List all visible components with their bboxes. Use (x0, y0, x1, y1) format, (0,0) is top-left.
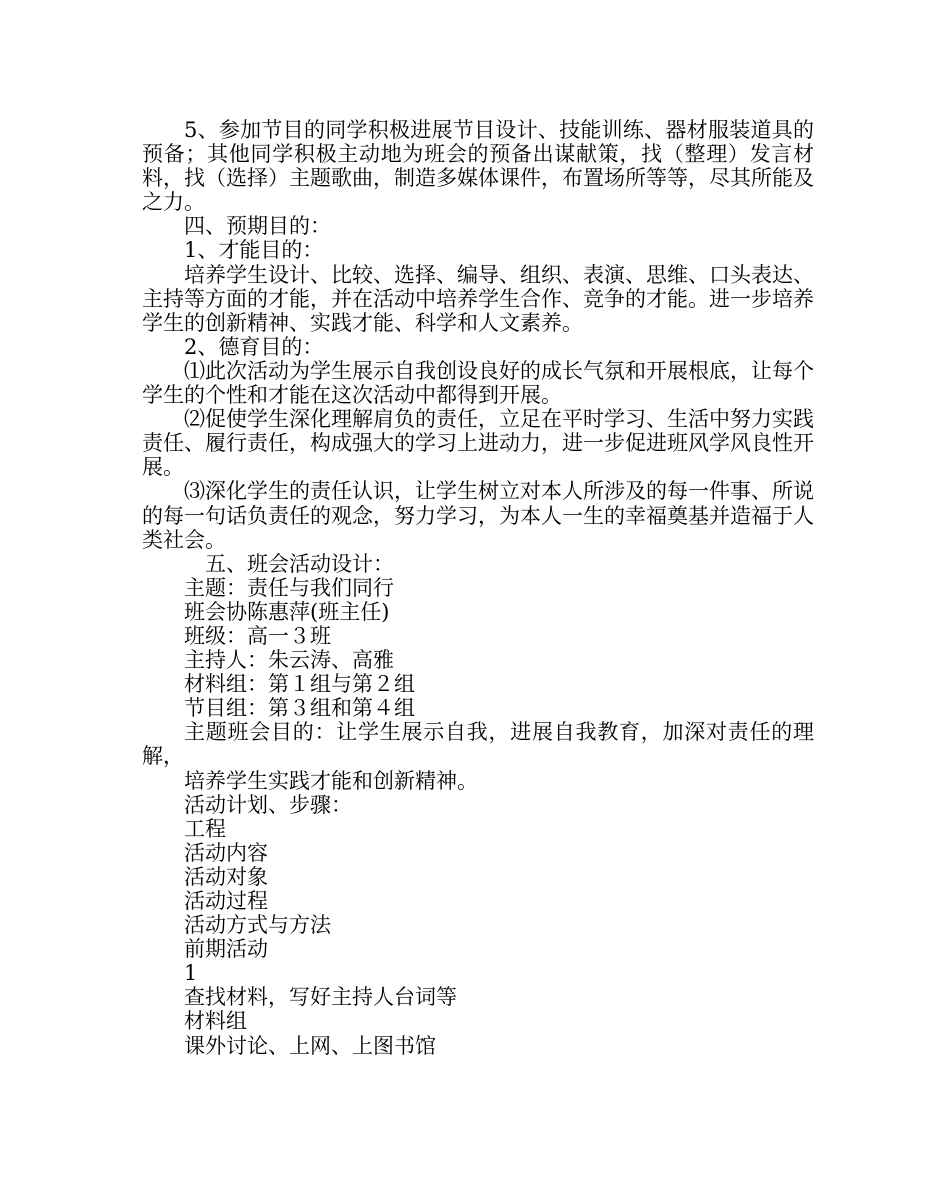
paragraph-moral-goal-2: ⑵促使学生深化理解肩负的责任，立足在平时学习、生活中努力实践责任、履行责任，构成强大的学习上进动力，进一步促进班风学风良性开展。 (142, 407, 814, 480)
line-program-group: 节目组：第３组和第４组 (184, 696, 415, 721)
line-early-activity: 前期活动 (184, 937, 268, 962)
line-research-methods: 课外讨论、上网、上图书馆 (184, 1033, 436, 1058)
line-material-group: 材料组：第１组与第２组 (184, 672, 415, 697)
line-coordinator: 班会协陈惠萍(班主任) (184, 599, 390, 624)
line-theme: 主题：责任与我们同行 (184, 575, 394, 600)
line-activity-process: 活动过程 (184, 889, 268, 913)
line-step-number: 1 (184, 961, 198, 986)
heading-activity-design: 五、班会活动设计： (205, 551, 394, 576)
line-meeting-goal-cont: 培养学生实践才能和创新精神。 (184, 768, 478, 793)
line-class: 班级：高一３班 (184, 623, 331, 648)
paragraph-moral-goal-1: ⑴此次活动为学生展示自我创设良好的成长气氛和开展根底，让每个学生的个性和才能在这次活动中都得到开展。 (142, 358, 814, 408)
line-find-materials: 查找材料，写好主持人台词等 (184, 985, 457, 1010)
line-project: 工程 (184, 816, 226, 841)
line-hosts: 主持人：朱云涛、高雅 (184, 648, 394, 673)
line-material-team: 材料组 (184, 1009, 247, 1034)
line-plan-steps: 活动计划、步骤： (184, 792, 352, 817)
paragraph-moral-goal-3: ⑶深化学生的责任认识，让学生树立对本人所涉及的每一件事、所说的每一句话负责任的观念，努力学习，为本人一生的幸福奠基并造福于人类社会。 (142, 479, 814, 552)
paragraph-ability-goals: 培养学生设计、比较、选择、编导、组织、表演、思维、口头表达、主持等方面的才能，并在活动中培养学生合作、竞争的才能。进一步培养学生的创新精神、实践才能、科学和人文素养。 (142, 262, 814, 335)
heading-moral-goals: 2、德育目的： (184, 334, 324, 359)
document-body (142, 118, 814, 1058)
line-meeting-goal: 主题班会目的：让学生展示自我，进展自我教育，加深对责任的理解， (142, 720, 814, 769)
heading-expected-goals: 四、预期目的： (184, 214, 331, 239)
line-activity-target: 活动对象 (184, 864, 268, 889)
line-activity-content: 活动内容 (184, 840, 268, 865)
line-activity-method: 活动方式与方法 (184, 913, 331, 938)
heading-ability-goals: 1、才能目的： (184, 238, 324, 263)
paragraph-preparation: 5、参加节目的同学积极进展节目设计、技能训练、器材服装道具的预备；其他同学积极主动地为班会的预备出谋献策，找（整理）发言材料，找（选择）主题歌曲，制造多媒体课件，布置场所等等，尽其所能及之力。 (142, 118, 814, 215)
